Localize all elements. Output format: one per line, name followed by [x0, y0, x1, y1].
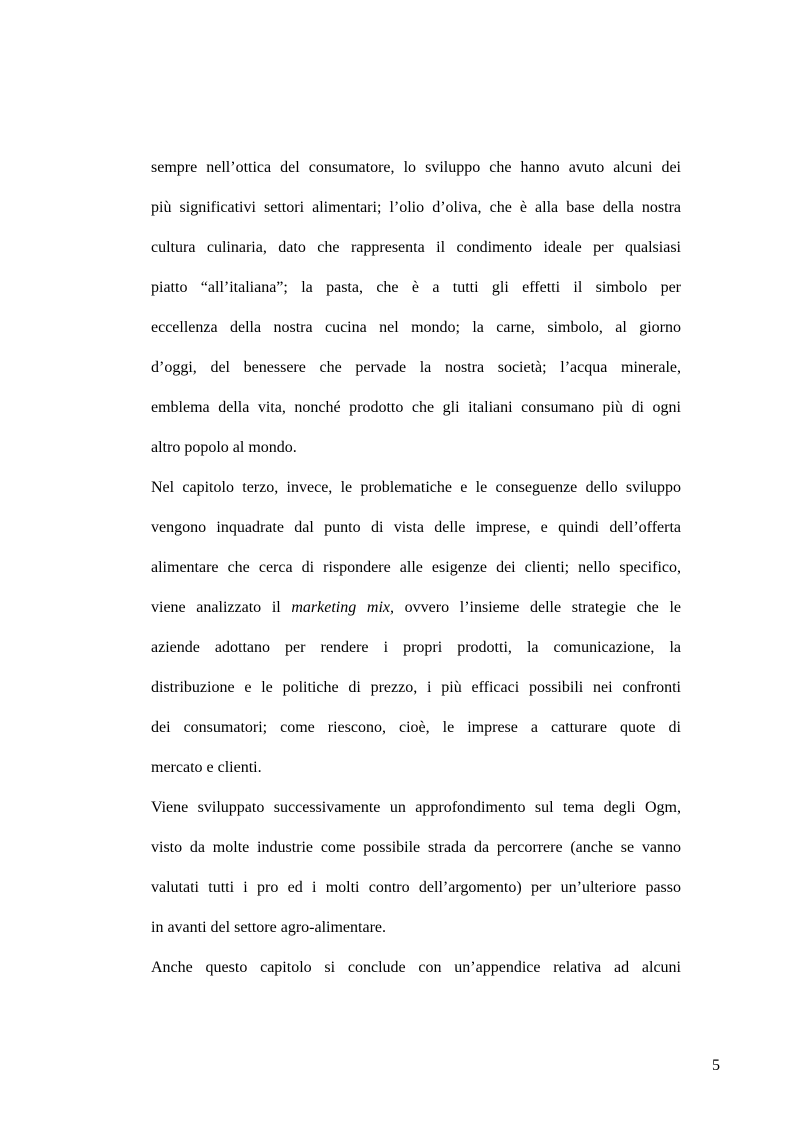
text-line: visto da molte industrie come possibile strada da percorrere (anche se vanno [151, 839, 681, 856]
text-line: mercato e clienti. [151, 759, 262, 776]
italic-term-marketing-mix: marketing mix, [291, 599, 395, 616]
body-text [151, 148, 681, 988]
text-line: piatto “all’italiana”; la pasta, che è a tutti gli effetti il simbolo per [151, 279, 681, 296]
text-line: altro popolo al mondo. [151, 439, 297, 456]
text-line: emblema della vita, nonché prodotto che gli italiani consumano più di ogni [151, 399, 681, 416]
text-line: valutati tutti i pro ed i molti contro dell’argomento) per un’ulteriore passo [151, 879, 681, 896]
text-line: Anche questo capitolo si conclude con un’appendice relativa ad alcuni [151, 959, 681, 976]
paragraph [151, 948, 681, 988]
text-line: distribuzione e le politiche di prezzo, i più efficaci possibili nei confronti [151, 679, 681, 696]
page-number: 5 [712, 1057, 720, 1074]
text-line: alimentare che cerca di rispondere alle esigenze dei clienti; nello specifico, [151, 559, 681, 576]
text-line: cultura culinaria, dato che rappresenta il condimento ideale per qualsiasi [151, 239, 681, 256]
paragraph [151, 468, 681, 788]
text-segment: viene analizzato il [151, 599, 292, 616]
text-line: d’oggi, del benessere che pervade la nostra società; l’acqua minerale, [151, 359, 681, 376]
paragraph [151, 788, 681, 948]
text-line: Viene sviluppato successivamente un approfondimento sul tema degli Ogm, [151, 799, 681, 816]
text-line: eccellenza della nostra cucina nel mondo; la carne, simbolo, al giorno [151, 319, 681, 336]
text-line: più significativi settori alimentari; l’olio d’oliva, che è alla base della nostra [151, 199, 681, 216]
text-line-with-italic [151, 588, 681, 628]
text-line: vengono inquadrate dal punto di vista delle imprese, e quindi dell’offerta [151, 519, 681, 536]
text-line: Nel capitolo terzo, invece, le problematiche e le conseguenze dello sviluppo [151, 479, 681, 496]
text-segment: ovvero l’insieme delle strategie che le [394, 599, 681, 616]
paragraph [151, 148, 681, 468]
text-line: aziende adottano per rendere i propri prodotti, la comunicazione, la [151, 639, 681, 656]
text-line: sempre nell’ottica del consumatore, lo sviluppo che hanno avuto alcuni dei [151, 159, 681, 176]
text-line: in avanti del settore agro-alimentare. [151, 919, 387, 936]
text-line: dei consumatori; come riescono, cioè, le imprese a catturare quote di [151, 719, 681, 736]
